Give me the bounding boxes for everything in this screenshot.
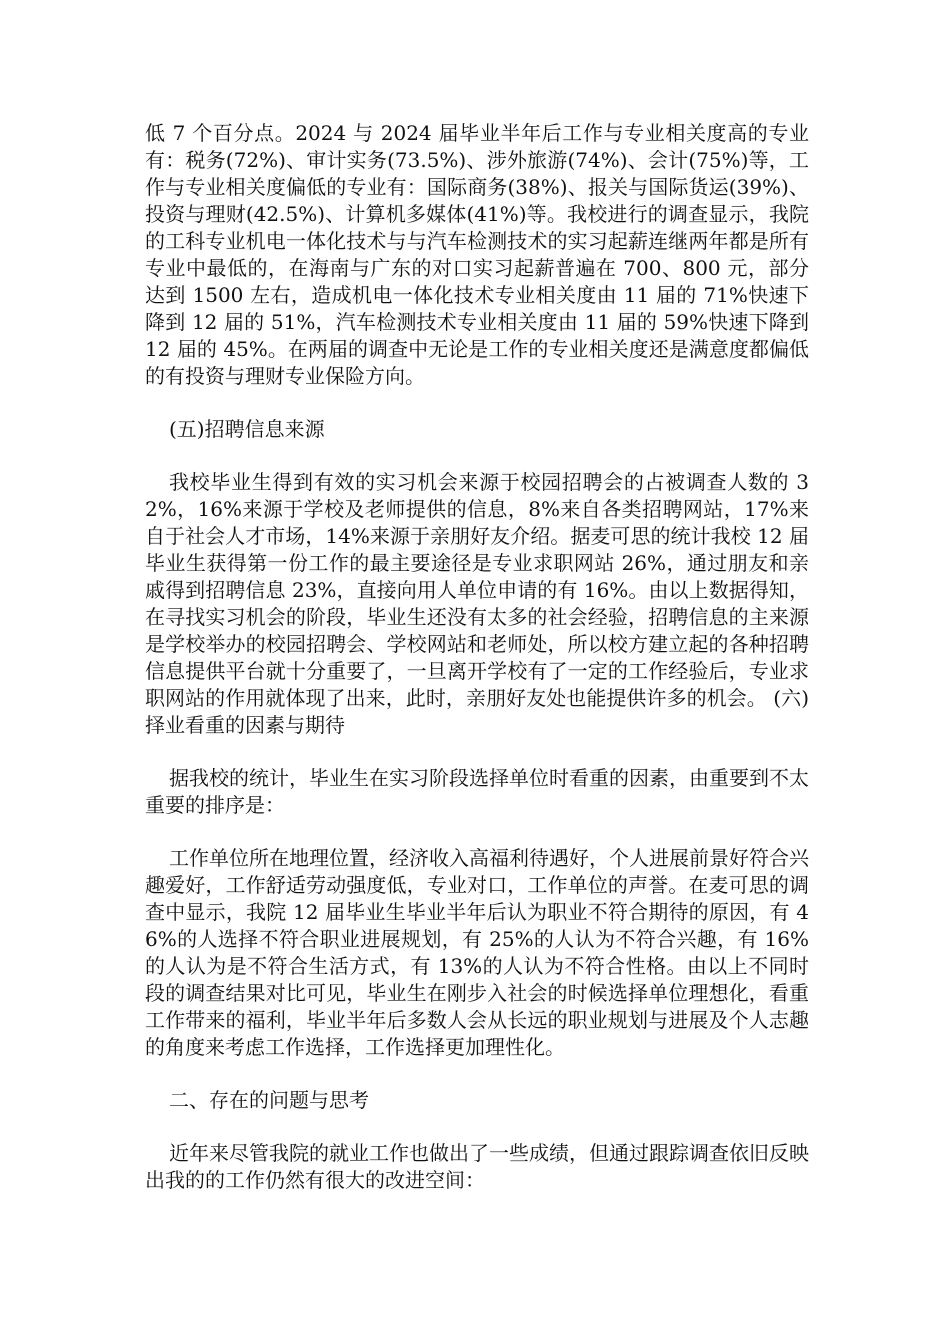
section-heading-problems: 二、存在的问题与思考: [169, 1088, 369, 1112]
paragraph-recruitment-sources: 我校毕业生得到有效的实习机会来源于校园招聘会的占被调查人数的 32%，16%来源于学校及老师提供的信息，8%来自各类招聘网站，17%来自于社会人才市场，14%来源于亲朋好友介绍。据麦可思的统计我校 12 届毕业生获得第一份工作的最主要途径是专业求职网站 26%，通过朋友和亲戚得到招聘信息 23%，直接向用人单位申请的有 16%。由以上数据得知，在寻找实习机会的阶段，毕业生还没有太多的社会经验，招聘信息的主来源是学校举办的校园招聘会、学校网站和老师处，所以校方建立起的各种招聘信息提供平台就十分重要了，一旦离开学校有了一定的工作经验后，专业求职网站的作用就体现了出来，此时，亲朋好友处也能提供许多的机会。 (六)择业看重的因素与期待: [145, 470, 809, 737]
section-heading-recruitment-sources: (五)招聘信息来源: [169, 417, 325, 441]
document-body: [145, 120, 809, 1220]
paragraph-selection-factors: 工作单位所在地理位置，经济收入高福利待遇好，个人进展前景好符合兴趣爱好，工作舒适劳动强度低，专业对口，工作单位的声誉。在麦可思的调查中显示，我院 12 届毕业生毕业半年后认为职业不符合期待的原因，有 46%的人选择不符合职业进展规划，有 25%的人认为不符合兴趣，有 16%的人认为是不符合生活方式，有 13%的人认为不符合性格。由以上不同时段的调查结果对比可见，毕业生在刚步入社会的时候选择单位理想化，看重工作带来的福利，毕业半年后多数人会从长远的职业规划与进展及个人志趣的角度来考虑工作选择，工作选择更加理性化。: [145, 846, 809, 1059]
paragraph-problems-intro: 近年来尽管我院的就业工作也做出了一些成绩，但通过跟踪调查依旧反映出我的的工作仍然有很大的改进空间：: [145, 1141, 809, 1192]
paragraph-selection-factors-intro: 据我校的统计，毕业生在实习阶段选择单位时看重的因素，由重要到不太重要的排序是：: [145, 766, 809, 817]
paragraph-major-relevance: 低 7 个百分点。2024 与 2024 届毕业半年后工作与专业相关度高的专业有：税务(72%)、审计实务(73.5%)、涉外旅游(74%)、会计(75%)等，工作与专业相关度偏低的专业有：国际商务(38%)、报关与国际货运(39%)、投资与理财(42.5%)、计算机多媒体(41%)等。我校进行的调查显示，我院的工科专业机电一体化技术与与汽车检测技术的实习起薪连继两年都是所有专业中最低的，在海南与广东的对口实习起薪普遍在 700、800 元，部分达到 1500 左右，造成机电一体化技术专业相关度由 11 届的 71%快速下降到 12 届的 51%，汽车检测技术专业相关度由 11 届的 59%快速下降到 12 届的 45%。在两届的调查中无论是工作的专业相关度还是满意度都偏低的有投资与理财专业保险方向。: [145, 121, 809, 388]
